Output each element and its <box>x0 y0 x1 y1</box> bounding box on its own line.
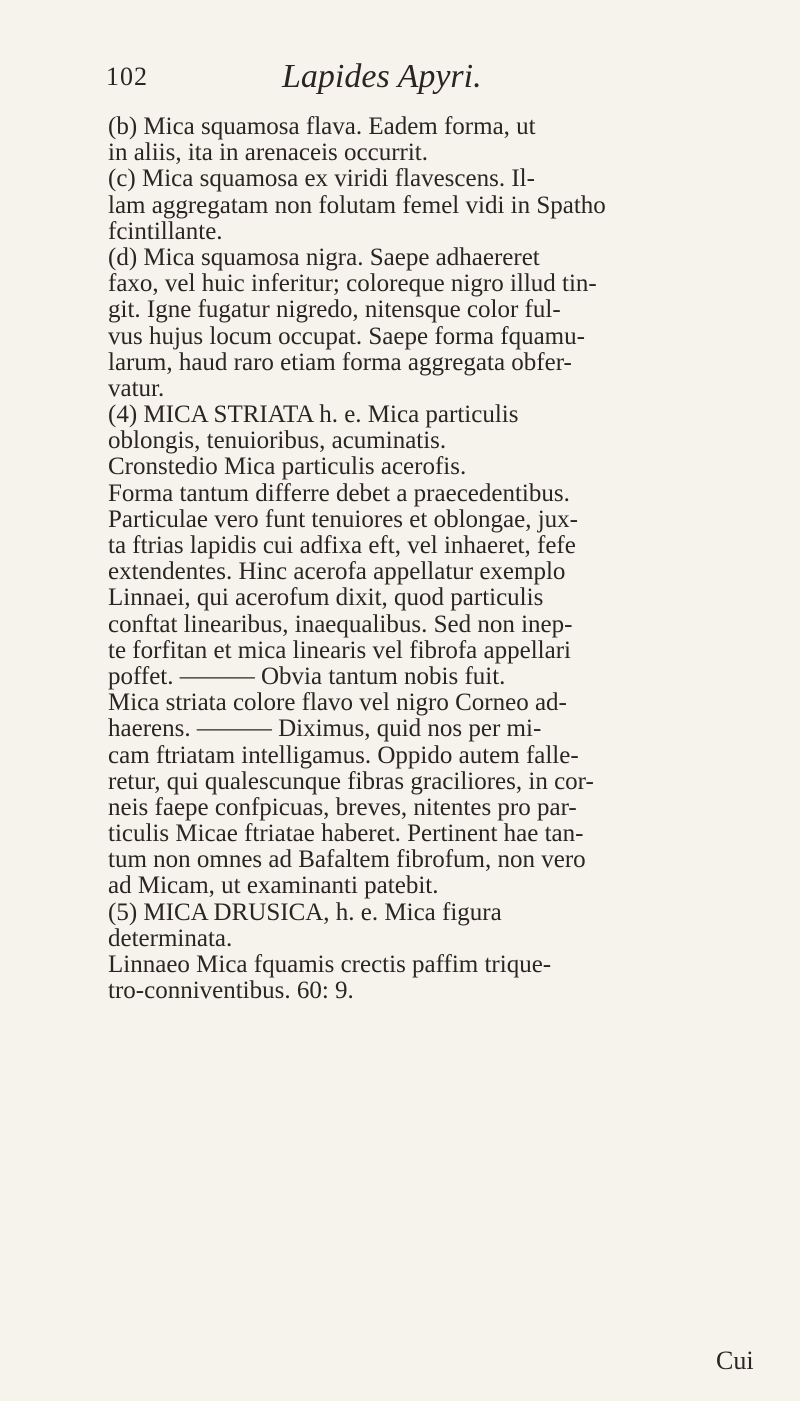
text-line: (c) Mica squamosa ex viridi flavescens. Il- <box>108 166 535 193</box>
text-line: lam aggregatam non folutam femel vidi in Spatho <box>108 192 606 219</box>
text-line: (5) MICA DRUSICA, h. e. Mica figura <box>108 899 502 926</box>
text-line: neis faepe confpicuas, breves, nitentes pro par- <box>108 794 577 821</box>
text-line: oblongis, tenuioribus, acuminatis. <box>108 428 447 455</box>
text-line: conftat linearibus, inaequalibus. Sed non inep- <box>108 611 573 638</box>
text-line: fcintillante. <box>108 218 223 245</box>
text-line: Forma tantum differre debet a praecedentibus. <box>108 480 570 507</box>
text-line: git. Igne fugatur nigredo, nitensque color ful- <box>108 297 561 324</box>
text-line: cam ftriatam intelligamus. Oppido autem falle- <box>108 742 579 769</box>
text-line: (4) MICA STRIATA h. e. Mica particulis <box>108 402 519 429</box>
text-line: Linnaei, qui acerofum dixit, quod particulis <box>108 585 544 612</box>
text-line: Particulae vero funt tenuiores et oblongae, jux- <box>108 506 578 533</box>
text-line: tro-conniventibus. 60: 9. <box>108 978 354 1005</box>
text-line: (b) Mica squamosa flava. Eadem forma, ut <box>108 114 536 140</box>
text-line: ticulis Micae ftriatae haberet. Pertinent hae tan- <box>108 821 584 848</box>
text-line: larum, haud raro etiam forma aggregata obfer- <box>108 349 572 376</box>
text-line: Mica striata colore flavo vel nigro Corneo ad- <box>108 690 567 717</box>
text-line: vatur. <box>108 375 165 402</box>
text-line: poffet. ——— Obvia tantum nobis fuit. <box>108 663 506 690</box>
text-line: vus hujus locum occupat. Saepe forma fquamu- <box>108 323 585 350</box>
text-line: Cronstedio Mica particulis acerofis. <box>108 454 467 481</box>
running-title: Lapides Apyri. <box>282 58 482 95</box>
text-line: faxo, vel huic inferitur; coloreque nigro illud tin- <box>108 271 597 298</box>
text-line: ta ftrias lapidis cui adfixa eft, vel inhaeret, fefe <box>108 533 576 559</box>
text-line: te forfitan et mica linearis vel fibrofa appellari <box>108 637 571 664</box>
text-line: tum non omnes ad Bafaltem fibrofum, non vero <box>108 847 586 874</box>
text-line: in aliis, ita in arenaceis occurrit. <box>108 140 429 167</box>
text-line: extendentes. Hinc acerofa appellatur exemplo <box>108 559 566 586</box>
text-line: haerens. ——— Diximus, quid nos per mi- <box>108 716 542 743</box>
body-text <box>108 114 758 1004</box>
text-line: determinata. <box>108 925 233 952</box>
text-line: ad Micam, ut examinanti patebit. <box>108 873 439 900</box>
page-header <box>106 58 746 98</box>
text-line: (d) Mica squamosa nigra. Saepe adhaereret <box>108 244 540 271</box>
catchword: Cui <box>716 1346 754 1375</box>
page-number: 102 <box>106 62 148 91</box>
text-line: Linnaeo Mica fquamis crectis paffim trique- <box>108 952 552 978</box>
text-line: retur, qui qualescunque fibras graciliores, in cor- <box>108 768 594 795</box>
